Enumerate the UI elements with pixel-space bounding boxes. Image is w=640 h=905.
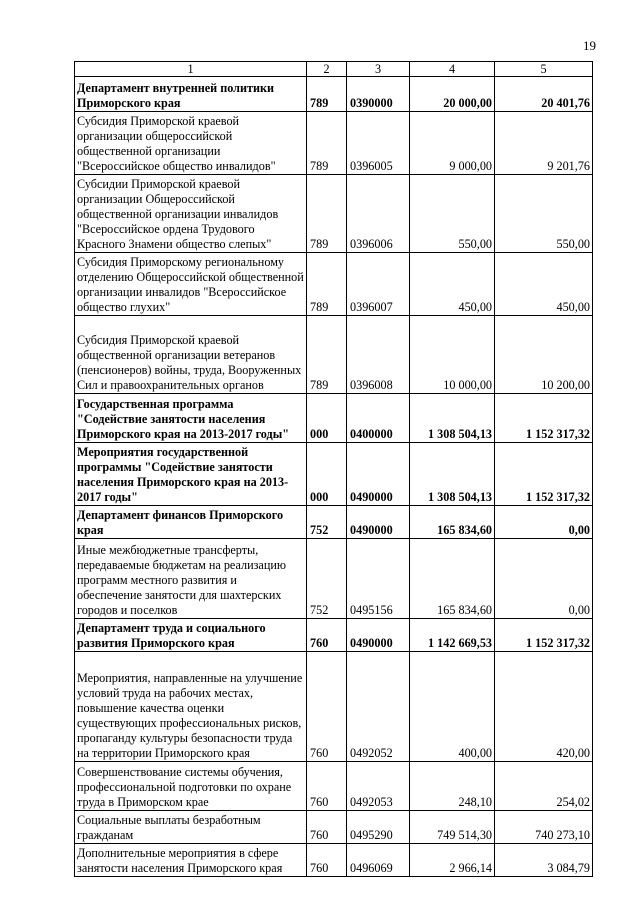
row-name-cell: Дополнительные мероприятия в сфере занятости населения Приморского края bbox=[75, 844, 307, 877]
table-row bbox=[75, 394, 593, 443]
row-code-cell: 760 bbox=[307, 811, 347, 844]
row-section-cell: 0396006 bbox=[347, 175, 410, 253]
row-value-a-cell: 400,00 bbox=[410, 652, 495, 762]
row-value-a-cell: 1 142 669,53 bbox=[410, 619, 495, 652]
row-code-cell: 760 bbox=[307, 762, 347, 811]
row-value-b-cell: 1 152 317,32 bbox=[495, 619, 593, 652]
row-value-a-cell: 248,10 bbox=[410, 762, 495, 811]
row-name-cell: Иные межбюджетные трансферты, передаваемые бюджетам на реализацию программ местного развития и обеспечение занятости для шахтерских городов и поселков bbox=[75, 539, 307, 619]
row-value-a-cell: 10 000,00 bbox=[410, 316, 495, 394]
row-value-b-cell: 254,02 bbox=[495, 762, 593, 811]
table-header-row bbox=[75, 62, 593, 77]
table-row bbox=[75, 316, 593, 394]
row-value-a-cell: 550,00 bbox=[410, 175, 495, 253]
table-row bbox=[75, 619, 593, 652]
row-code-cell: 789 bbox=[307, 175, 347, 253]
row-code-cell: 000 bbox=[307, 394, 347, 443]
row-value-a-cell: 1 308 504,13 bbox=[410, 394, 495, 443]
row-value-b-cell: 1 152 317,32 bbox=[495, 443, 593, 506]
row-value-b-cell: 740 273,10 bbox=[495, 811, 593, 844]
table-row bbox=[75, 539, 593, 619]
row-name-cell: Субсидия Приморскому региональному отделению Общероссийской общественной организации инвалидов "Всероссийское общество глухих" bbox=[75, 253, 307, 316]
row-name-cell: Государственная программа "Содействие занятости населения Приморского края на 2013-2017 годы" bbox=[75, 394, 307, 443]
row-section-cell: 0396005 bbox=[347, 112, 410, 175]
row-value-a-cell: 2 966,14 bbox=[410, 844, 495, 877]
row-value-b-cell: 9 201,76 bbox=[495, 112, 593, 175]
row-name-cell: Субсидия Приморской краевой организации общероссийской общественной организации "Всероссийское общество инвалидов" bbox=[75, 112, 307, 175]
row-code-cell: 760 bbox=[307, 619, 347, 652]
row-value-a-cell: 450,00 bbox=[410, 253, 495, 316]
row-code-cell: 752 bbox=[307, 506, 347, 539]
row-value-b-cell: 420,00 bbox=[495, 652, 593, 762]
table-row bbox=[75, 443, 593, 506]
table-row bbox=[75, 112, 593, 175]
budget-table bbox=[74, 61, 593, 877]
row-value-b-cell: 1 152 317,32 bbox=[495, 394, 593, 443]
row-value-b-cell: 0,00 bbox=[495, 506, 593, 539]
row-value-a-cell: 9 000,00 bbox=[410, 112, 495, 175]
row-section-cell: 0495290 bbox=[347, 811, 410, 844]
row-code-cell: 760 bbox=[307, 652, 347, 762]
row-name-cell: Совершенствование системы обучения, профессиональной подготовки по охране труда в Приморском крае bbox=[75, 762, 307, 811]
row-section-cell: 0396007 bbox=[347, 253, 410, 316]
row-value-b-cell: 10 200,00 bbox=[495, 316, 593, 394]
row-value-b-cell: 3 084,79 bbox=[495, 844, 593, 877]
row-name-cell: Социальные выплаты безработным гражданам bbox=[75, 811, 307, 844]
row-value-a-cell: 165 834,60 bbox=[410, 506, 495, 539]
row-value-a-cell: 1 308 504,13 bbox=[410, 443, 495, 506]
table-row bbox=[75, 652, 593, 762]
header-cell-2: 2 bbox=[307, 62, 347, 77]
table-row bbox=[75, 77, 593, 112]
row-name-cell: Мероприятия государственной программы "Содействие занятости населения Приморского края на 2013-2017 годы" bbox=[75, 443, 307, 506]
row-value-b-cell: 20 401,76 bbox=[495, 77, 593, 112]
row-value-a-cell: 20 000,00 bbox=[410, 77, 495, 112]
row-section-cell: 0495156 bbox=[347, 539, 410, 619]
row-code-cell: 760 bbox=[307, 844, 347, 877]
row-section-cell: 0496069 bbox=[347, 844, 410, 877]
row-value-b-cell: 0,00 bbox=[495, 539, 593, 619]
header-cell-5: 5 bbox=[495, 62, 593, 77]
row-name-cell: Департамент труда и социального развития Приморского края bbox=[75, 619, 307, 652]
table-row bbox=[75, 762, 593, 811]
row-value-b-cell: 550,00 bbox=[495, 175, 593, 253]
table-row bbox=[75, 253, 593, 316]
row-section-cell: 0490000 bbox=[347, 443, 410, 506]
table-row bbox=[75, 175, 593, 253]
row-name-cell: Мероприятия, направленные на улучшение условий труда на рабочих местах, повышение качества оценки существующих профессиональных рисков, пропаганду культуры безопасности труда на территории Приморского края bbox=[75, 652, 307, 762]
row-name-cell: Субсидии Приморской краевой организации Общероссийской общественной организации инвалидов "Всероссийское ордена Трудового Красного Знамени общество слепых" bbox=[75, 175, 307, 253]
row-section-cell: 0490000 bbox=[347, 506, 410, 539]
row-name-cell: Субсидия Приморской краевой общественной организации ветеранов (пенсионеров) войны, труда, Вооруженных Сил и правоохранительных органов bbox=[75, 316, 307, 394]
row-code-cell: 789 bbox=[307, 77, 347, 112]
row-code-cell: 789 bbox=[307, 253, 347, 316]
row-code-cell: 752 bbox=[307, 539, 347, 619]
row-section-cell: 0492053 bbox=[347, 762, 410, 811]
row-code-cell: 789 bbox=[307, 112, 347, 175]
row-section-cell: 0390000 bbox=[347, 77, 410, 112]
row-value-b-cell: 450,00 bbox=[495, 253, 593, 316]
row-code-cell: 000 bbox=[307, 443, 347, 506]
header-cell-1: 1 bbox=[75, 62, 307, 77]
page-number: 19 bbox=[583, 38, 596, 53]
table-row bbox=[75, 844, 593, 877]
table-row bbox=[75, 811, 593, 844]
row-section-cell: 0400000 bbox=[347, 394, 410, 443]
table-row bbox=[75, 506, 593, 539]
row-name-cell: Департамент финансов Приморского края bbox=[75, 506, 307, 539]
row-value-a-cell: 749 514,30 bbox=[410, 811, 495, 844]
row-section-cell: 0396008 bbox=[347, 316, 410, 394]
header-cell-4: 4 bbox=[410, 62, 495, 77]
header-cell-3: 3 bbox=[347, 62, 410, 77]
budget-table-body bbox=[75, 62, 593, 877]
row-name-cell: Департамент внутренней политики Приморского края bbox=[75, 77, 307, 112]
row-code-cell: 789 bbox=[307, 316, 347, 394]
row-value-a-cell: 165 834,60 bbox=[410, 539, 495, 619]
row-section-cell: 0490000 bbox=[347, 619, 410, 652]
row-section-cell: 0492052 bbox=[347, 652, 410, 762]
